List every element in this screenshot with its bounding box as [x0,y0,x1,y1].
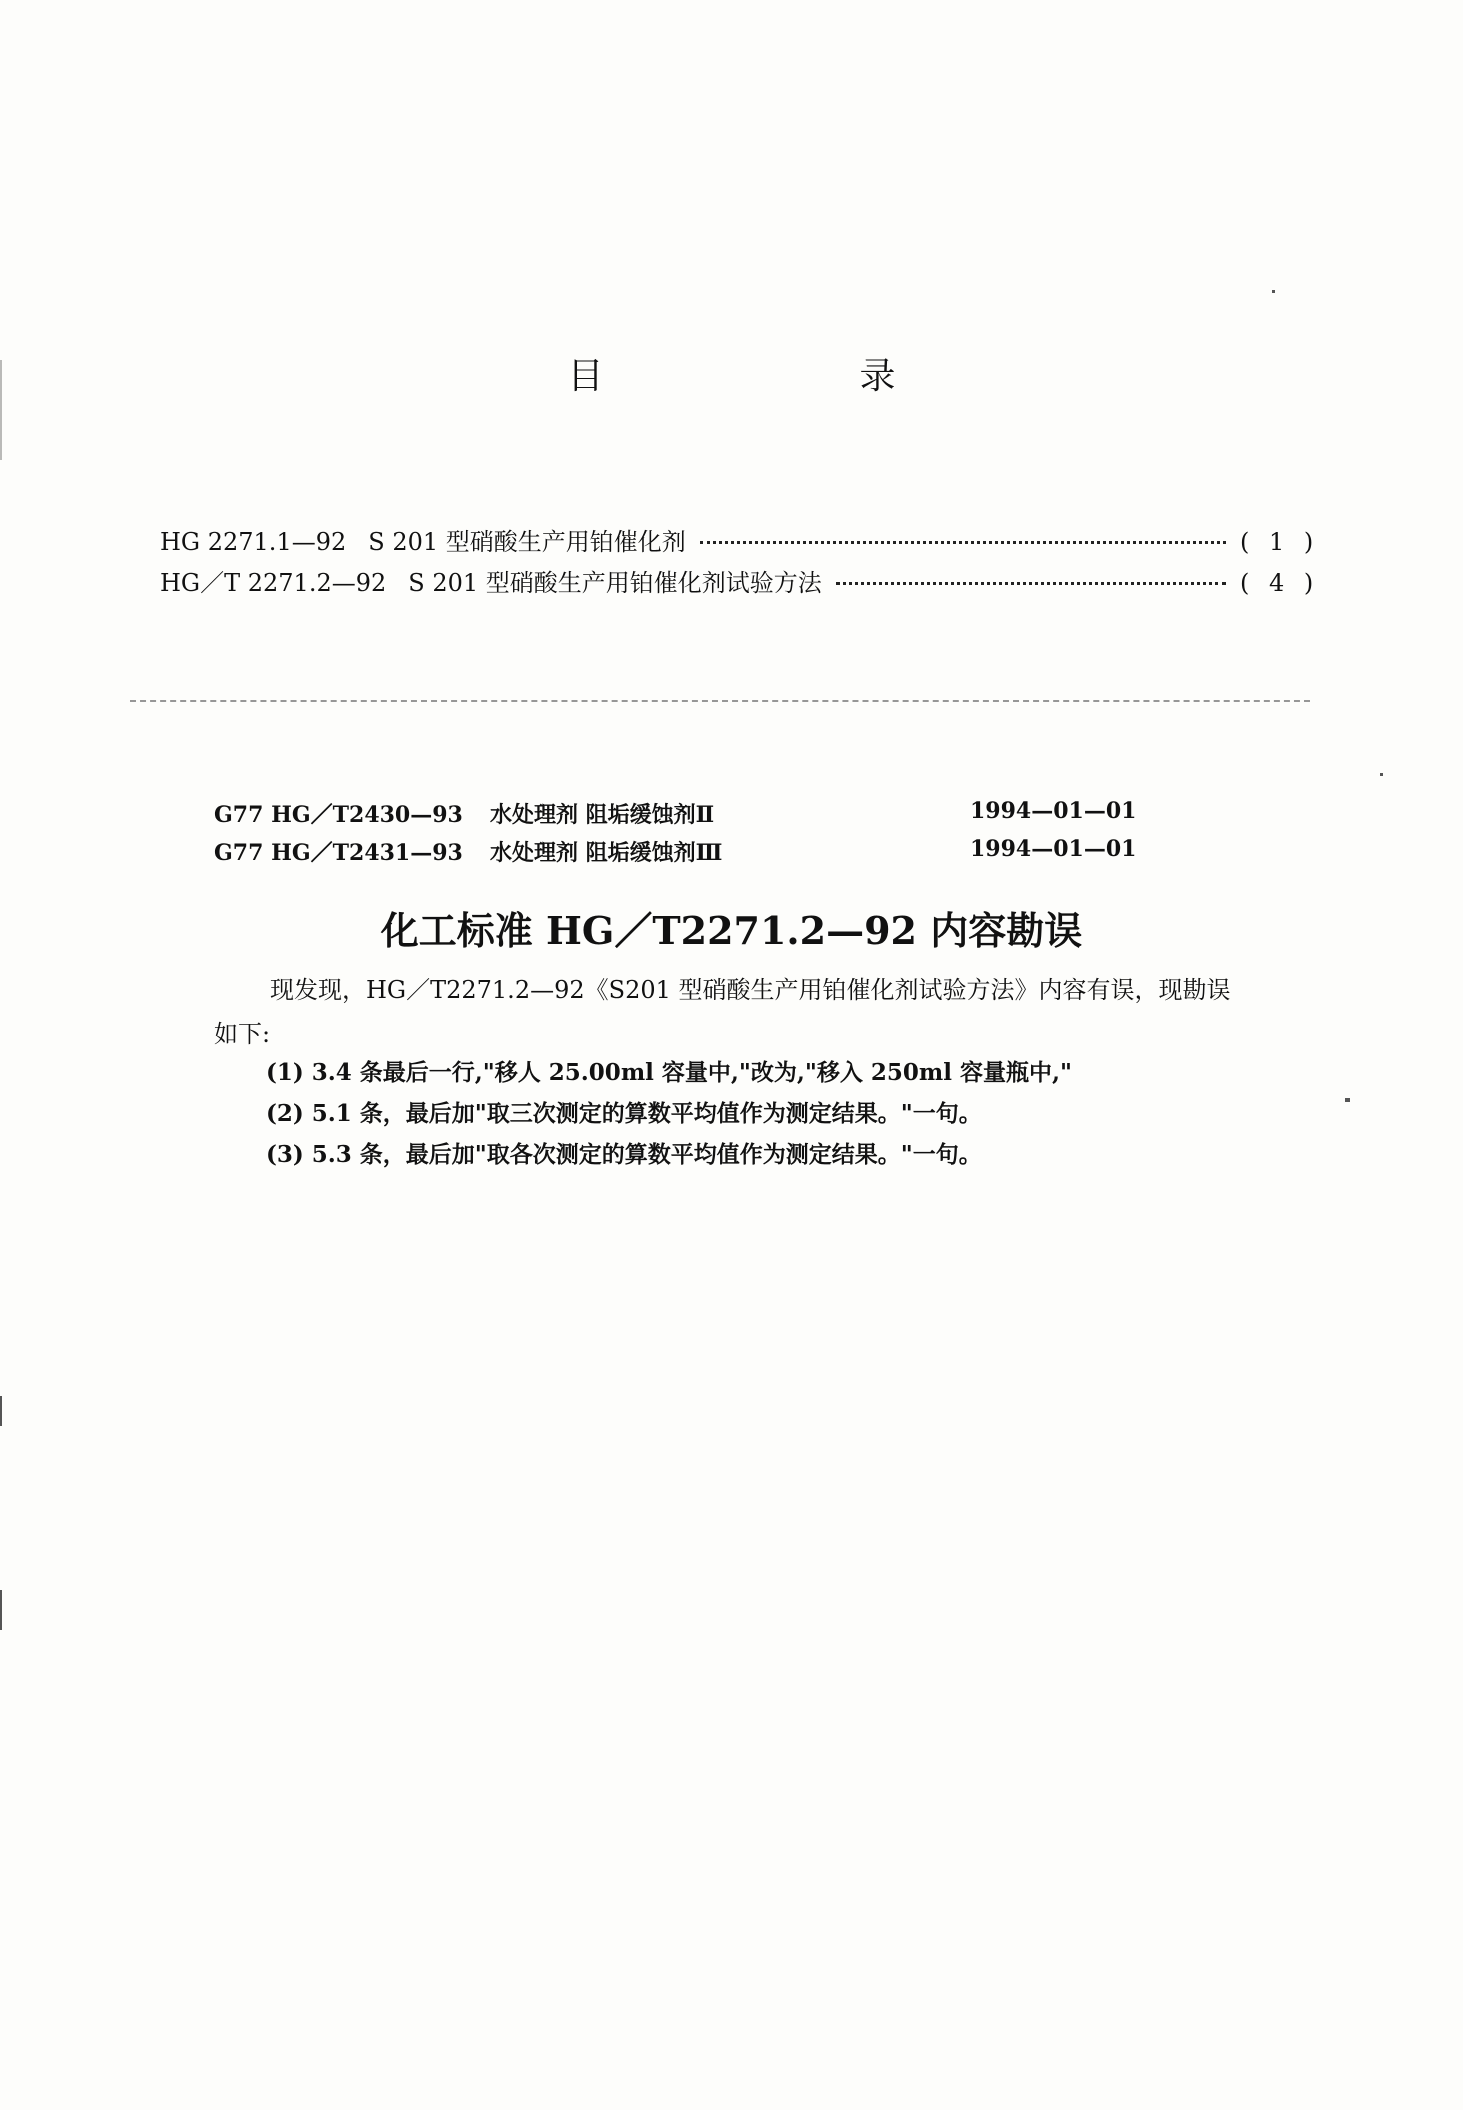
scan-edge-mark [0,1590,2,1630]
toc-entry [160,522,1320,557]
scan-speck [1345,1098,1350,1102]
notice-row [214,836,1136,867]
toc-entry-title: S 201 型硝酸生产用铂催化剂试验方法 [408,569,822,597]
toc-entry-title: S 201 型硝酸生产用铂催化剂 [368,528,686,556]
toc-entry-code: HG 2271.1—92 [160,528,347,556]
scan-speck [1380,773,1383,776]
erratum-item: (1) 3.4 条最后一行,"移人 25.00ml 容量中,"改为,"移入 250ml 容量瓶中," [266,1059,1072,1086]
notice-code: G77 HG／T2430—93 [214,802,463,828]
scan-edge-mark [0,360,2,460]
toc-leader-dots [836,582,1226,585]
scan-speck [1272,290,1275,293]
erratum-intro-text: 现发现，HG／T2271.2—92《S201 型硝酸生产用铂催化剂试验方法》内容有误，现勘误如下: [214,976,1231,1048]
notice-date: 1994—01—01 [970,798,1137,824]
section-divider [130,700,1310,702]
erratum-item: (2) 5.1 条，最后加"取三次测定的算数平均值作为测定结果。"一句。 [266,1100,982,1127]
toc-entry-code: HG／T 2271.2—92 [160,569,387,597]
erratum-heading: 化工标准 HG／T2271.2—92 内容勘误 [380,908,1083,953]
toc-title: 目 录 [567,356,1006,397]
toc-leader-dots [700,541,1226,544]
toc-entry-page: ( 1 ) [1240,528,1320,556]
notice-title: 水处理剂 阻垢缓蚀剂Ⅱ [490,802,715,828]
notice-date: 1994—01—01 [970,836,1137,862]
toc-entry-page: ( 4 ) [1240,569,1320,597]
notice-title: 水处理剂 阻垢缓蚀剂Ⅲ [490,840,723,866]
toc-entry [160,563,1320,598]
scan-edge-mark [0,1396,2,1426]
notice-row [214,798,1136,829]
notice-code: G77 HG／T2431—93 [214,840,463,866]
erratum-item: (3) 5.3 条，最后加"取各次测定的算数平均值作为测定结果。"一句。 [266,1141,982,1168]
erratum-intro [214,968,1254,1056]
